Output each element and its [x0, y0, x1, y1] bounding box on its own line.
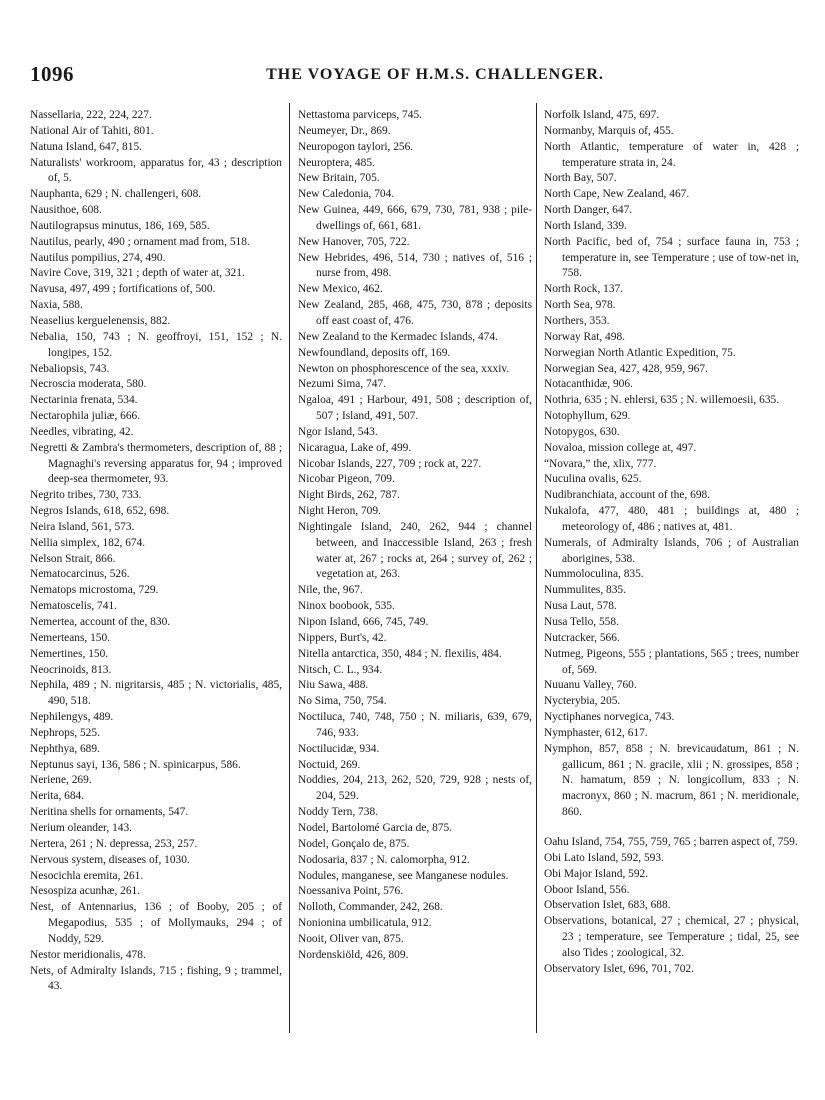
index-entry: Natuna Island, 647, 815. — [30, 140, 142, 153]
index-entry: Notacanthidæ, 906. — [544, 378, 633, 391]
index-entry: Nets, of Admiralty Islands, 715 ; fishing, 9 ; trammel, 43. — [30, 964, 282, 993]
index-entry: Nodosaria, 837 ; N. calomorpha, 912. — [298, 853, 470, 866]
index-entry: Neocrinoids, 813. — [30, 663, 112, 676]
index-entry: New Caledonia, 704. — [298, 188, 395, 201]
page-header — [30, 62, 800, 92]
index-entry: Night Heron, 709. — [298, 505, 381, 518]
index-entry: Nyctiphanes norvegica, 743. — [544, 711, 675, 724]
index-entry: “Novara,” the, xlix, 777. — [544, 457, 657, 470]
index-entry: Noessaniva Point, 576. — [298, 885, 404, 898]
index-entry: Nutcracker, 566. — [544, 631, 620, 644]
index-entry: Nertera, 261 ; N. depressa, 253, 257. — [30, 837, 198, 850]
index-entry: Nuculina ovalis, 625. — [544, 473, 642, 486]
index-entry: Nycterybia, 205. — [544, 695, 621, 708]
index-entry: Nutmeg, Pigeons, 555 ; plantations, 565 ; trees, number of, 569. — [544, 647, 799, 676]
index-entry: Neuroptera, 485. — [298, 156, 375, 169]
index-entry: North Rock, 137. — [544, 283, 624, 296]
index-entry: Negretti & Zambra's thermometers, description of, 88 ; Magnaghi's reversing apparatus for, 94 ; improved deep-sea thermometer, 93. — [30, 441, 282, 486]
index-entry: Nemertea, account of the, 830. — [30, 616, 171, 628]
index-entry: New Hebrides, 496, 514, 730 ; natives of, 516 ; nurse from, 498. — [298, 251, 532, 280]
index-entry: Nematops microstoma, 729. — [30, 584, 159, 597]
index-entry: Obi Major Island, 592. — [544, 867, 649, 880]
index-entry: Naxia, 588. — [30, 299, 83, 312]
index-entry: Nummulites, 835. — [544, 584, 626, 597]
index-entry: Neaselius kerguelenensis, 882. — [30, 314, 171, 327]
index-entry: Nitella antarctica, 350, 484 ; N. flexilis, 484. — [298, 647, 502, 660]
index-entry: Needles, vibrating, 42. — [30, 425, 134, 438]
index-entry: Nerium oleander, 143. — [30, 821, 133, 834]
index-entry: Nonionina umbilicatula, 912. — [298, 917, 432, 930]
index-entry: Navusa, 497, 499 ; fortifications of, 500. — [30, 283, 216, 296]
index-entry: Nestor meridionalis, 478. — [30, 948, 146, 961]
index-entry: North Atlantic, temperature of water in, 428 ; temperature strata in, 24. — [544, 140, 799, 169]
index-entry: Nematocarcinus, 526. — [30, 568, 130, 581]
index-entry: No Sima, 750, 754. — [298, 695, 387, 708]
index-entry: Norwegian Sea, 427, 428, 959, 967. — [544, 362, 708, 375]
index-entry: Nervous system, diseases of, 1030. — [30, 853, 190, 866]
index-entry: Nymphaster, 612, 617. — [544, 726, 648, 739]
index-entry: Novaloa, mission college at, 497. — [544, 441, 697, 454]
index-entry: Normanby, Marquis of, 455. — [544, 124, 674, 137]
index-entry: Neira Island, 561, 573. — [30, 520, 135, 533]
index-entry: Newton on phosphorescence of the sea, xxxiv. — [298, 362, 510, 375]
index-entry: Neritina shells for ornaments, 547. — [30, 806, 189, 819]
index-entry: North Island, 339. — [544, 219, 627, 232]
index-entry: North Sea, 978. — [544, 299, 616, 312]
index-entry: Nebaliopsis, 743. — [30, 362, 110, 375]
index-entry: Nodel, Bartolomé Garcia de, 875. — [298, 821, 453, 834]
index-entry: Niu Sawa, 488. — [298, 679, 369, 692]
index-entry: Nitsch, C. L., 934. — [298, 663, 383, 676]
index-entry: Nassellaria, 222, 224, 227. — [30, 109, 152, 121]
index-entry: Negros Islands, 618, 652, 698. — [30, 505, 170, 518]
index-entry: Nebalia, 150, 743 ; N. geoffroyi, 151, 152 ; N. longipes, 152. — [30, 330, 282, 359]
index-entry: Observatory Islet, 696, 701, 702. — [544, 962, 694, 975]
index-entry: Nodules, manganese, see Manganese nodules. — [298, 869, 509, 882]
column-divider — [536, 103, 537, 1033]
index-entry: Nippers, Burt's, 42. — [298, 631, 387, 644]
page-number: 1096 — [30, 62, 74, 86]
index-entry: Nauphanta, 629 ; N. challengeri, 608. — [30, 188, 202, 201]
index-entry: Oahu Island, 754, 755, 759, 765 ; barren aspect of, 759. — [544, 835, 798, 848]
index-entry: Nautilograpsus minutus, 186, 169, 585. — [30, 219, 210, 232]
index-entry: Nudibranchiata, account of the, 698. — [544, 489, 711, 502]
index-entry: Nightingale Island, 240, 262, 944 ; channel between, and Inaccessible Island, 263 ; fresh water at, 267 ; rocks at, 264 ; survey of, 262 ; vegetation at, 263. — [298, 520, 532, 581]
index-entry: Nesocichla eremita, 261. — [30, 869, 144, 882]
index-entry: Necroscia moderata, 580. — [30, 378, 147, 391]
index-entry: Neuropogon taylori, 256. — [298, 140, 414, 153]
index-entry: Nemertines, 150. — [30, 647, 109, 660]
index-entry: Nicaragua, Lake of, 499. — [298, 441, 412, 454]
index-entry: Oboor Island, 556. — [544, 883, 630, 896]
index-entry: Naturalists' workroom, apparatus for, 43 ; description of, 5. — [30, 156, 282, 185]
index-entry: Newfoundland, deposits off, 169. — [298, 346, 451, 359]
index-entry: Obi Lato Island, 592, 593. — [544, 851, 664, 864]
index-entry: Negrito tribes, 730, 733. — [30, 489, 142, 502]
index-entry: Nicobar Islands, 227, 709 ; rock at, 227. — [298, 457, 482, 470]
index-entry: Night Birds, 262, 787. — [298, 489, 400, 502]
index-entry: Numerals, of Admiralty Islands, 706 ; of Australian aborigines, 538. — [544, 536, 799, 565]
index-entry: New Zealand to the Kermadec Islands, 474. — [298, 330, 498, 343]
index-entry: Nusa Tello, 558. — [544, 616, 619, 628]
index-entry: Neumeyer, Dr., 869. — [298, 124, 391, 137]
index-entry: Observations, botanical, 27 ; chemical, 27 ; physical, 23 ; temperature, see Temperature ; tidal, 25, see also Tides ; zoological, 32. — [544, 915, 799, 959]
index-column-right — [544, 108, 799, 978]
index-entry: Nicobar Pigeon, 709. — [298, 473, 395, 486]
index-entry: Neptunus sayi, 136, 586 ; N. spinicarpus, 586. — [30, 758, 241, 771]
index-entry: North Bay, 507. — [544, 172, 617, 185]
index-entry: New Guinea, 449, 666, 679, 730, 781, 938 ; pile-dwellings of, 661, 681. — [298, 204, 532, 232]
index-entry: Ninox boobook, 535. — [298, 600, 395, 613]
index-column-middle — [298, 108, 532, 964]
index-entry: Nolloth, Commander, 242, 268. — [298, 901, 443, 914]
index-entry: Norwegian North Atlantic Expedition, 75. — [544, 346, 736, 359]
index-entry: Nordenskiöld, 426, 809. — [298, 948, 409, 961]
index-entry: Nerita, 684. — [30, 790, 85, 803]
index-entry: Nausithoe, 608. — [30, 204, 102, 217]
index-entry: Nodel, Gonçalo de, 875. — [298, 837, 410, 850]
index-entry: Norfolk Island, 475, 697. — [544, 109, 660, 121]
index-entry: National Air of Tahiti, 801. — [30, 124, 154, 137]
index-entry: Nymphon, 857, 858 ; N. brevicaudatum, 861 ; N. gallicum, 861 ; N. gracile, xlii ; N. grossipes, 858 ; N. hamatum, 859 ; N. longicollum, 833 ; N. macronyx, 860 ; N. macrum, 861 ; N. meridionale, 860. — [544, 742, 799, 819]
index-entry: Noctilucidæ, 934. — [298, 742, 380, 755]
index-entry: Navire Cove, 319, 321 ; depth of water at, 321. — [30, 267, 245, 280]
index-entry: Noctuid, 269. — [298, 758, 361, 771]
index-entry: Nelson Strait, 866. — [30, 552, 116, 565]
index-entry: Ngor Island, 543. — [298, 425, 378, 438]
index-entry: Nukalofa, 477, 480, 481 ; buildings at, 480 ; meteorology of, 486 ; natives at, 481. — [544, 505, 799, 533]
index-entry: Noddy Tern, 738. — [298, 806, 378, 819]
index-entry: Nesospiza acunhæ, 261. — [30, 885, 141, 898]
index-entry: Nematoscelis, 741. — [30, 600, 117, 613]
index-entry: New Mexico, 462. — [298, 283, 383, 296]
column-divider — [289, 103, 290, 1033]
index-entry: Nettastoma parviceps, 745. — [298, 109, 422, 121]
index-entry: Nooit, Oliver van, 875. — [298, 932, 404, 945]
index-entry: Observation Islet, 683, 688. — [544, 899, 671, 912]
index-entry: Nephthya, 689. — [30, 742, 100, 755]
running-title: THE VOYAGE OF H.M.S. CHALLENGER. — [266, 66, 604, 83]
index-entry: New Britain, 705. — [298, 172, 380, 185]
index-entry: Notophyllum, 629. — [544, 410, 631, 423]
index-entry: Noddies, 204, 213, 262, 520, 729, 928 ; nests of, 204, 529. — [298, 774, 532, 803]
index-entry: Nothria, 635 ; N. ehlersi, 635 ; N. willemoesii, 635. — [544, 394, 780, 407]
index-entry: Nemerteans, 150. — [30, 631, 111, 644]
index-entry: Nile, the, 967. — [298, 584, 363, 597]
index-entry: Nephila, 489 ; N. nigritarsis, 485 ; N. victorialis, 485, 490, 518. — [30, 679, 282, 708]
index-entry: Nuuanu Valley, 760. — [544, 679, 637, 692]
index-entry: Nummoloculina, 835. — [544, 568, 644, 581]
index-entry: Nipon Island, 666, 745, 749. — [298, 616, 429, 628]
index-entry: North Danger, 647. — [544, 204, 633, 217]
index-entry: Nusa Laut, 578. — [544, 600, 617, 613]
index-entry: Norway Rat, 498. — [544, 330, 625, 343]
index-entry: Notopygos, 630. — [544, 425, 620, 438]
index-entry: Nellia simplex, 182, 674. — [30, 536, 146, 549]
index-entry: Neriene, 269. — [30, 774, 92, 787]
index-entry: Nautilus, pearly, 490 ; ornament mad from, 518. — [30, 235, 250, 248]
index-entry: Ngaloa, 491 ; Harbour, 491, 508 ; description of, 507 ; Island, 491, 507. — [298, 394, 532, 423]
index-entry: North Pacific, bed of, 754 ; surface fauna in, 753 ; temperature in, see Temperature ; use of tow-net in, 758. — [544, 235, 799, 280]
index-entry: Nautilus pompilius, 274, 490. — [30, 251, 166, 264]
index-entry: Nezumi Sima, 747. — [298, 378, 386, 391]
index-entry: Noctiluca, 740, 748, 750 ; N. miliaris, 639, 679, 746, 933. — [298, 711, 532, 739]
index-entry: New Hanover, 705, 722. — [298, 235, 410, 248]
index-entry: Nectarophila juliæ, 666. — [30, 410, 141, 423]
index-entry: Nephilengys, 489. — [30, 711, 114, 724]
index-entry: New Zealand, 285, 468, 475, 730, 878 ; deposits off east coast of, 476. — [298, 299, 532, 327]
index-entry: Northers, 353. — [544, 314, 610, 327]
index-entry: North Cape, New Zealand, 467. — [544, 188, 690, 201]
index-entry: Nest, of Antennarius, 136 ; of Booby, 205 ; of Megapodius, 535 ; of Mollymauks, 294 ; of Noddy, 529. — [30, 901, 282, 945]
index-entry: Nephrops, 525. — [30, 726, 100, 739]
index-entry: Nectarinia frenata, 534. — [30, 394, 138, 407]
index-column-left — [30, 108, 282, 995]
